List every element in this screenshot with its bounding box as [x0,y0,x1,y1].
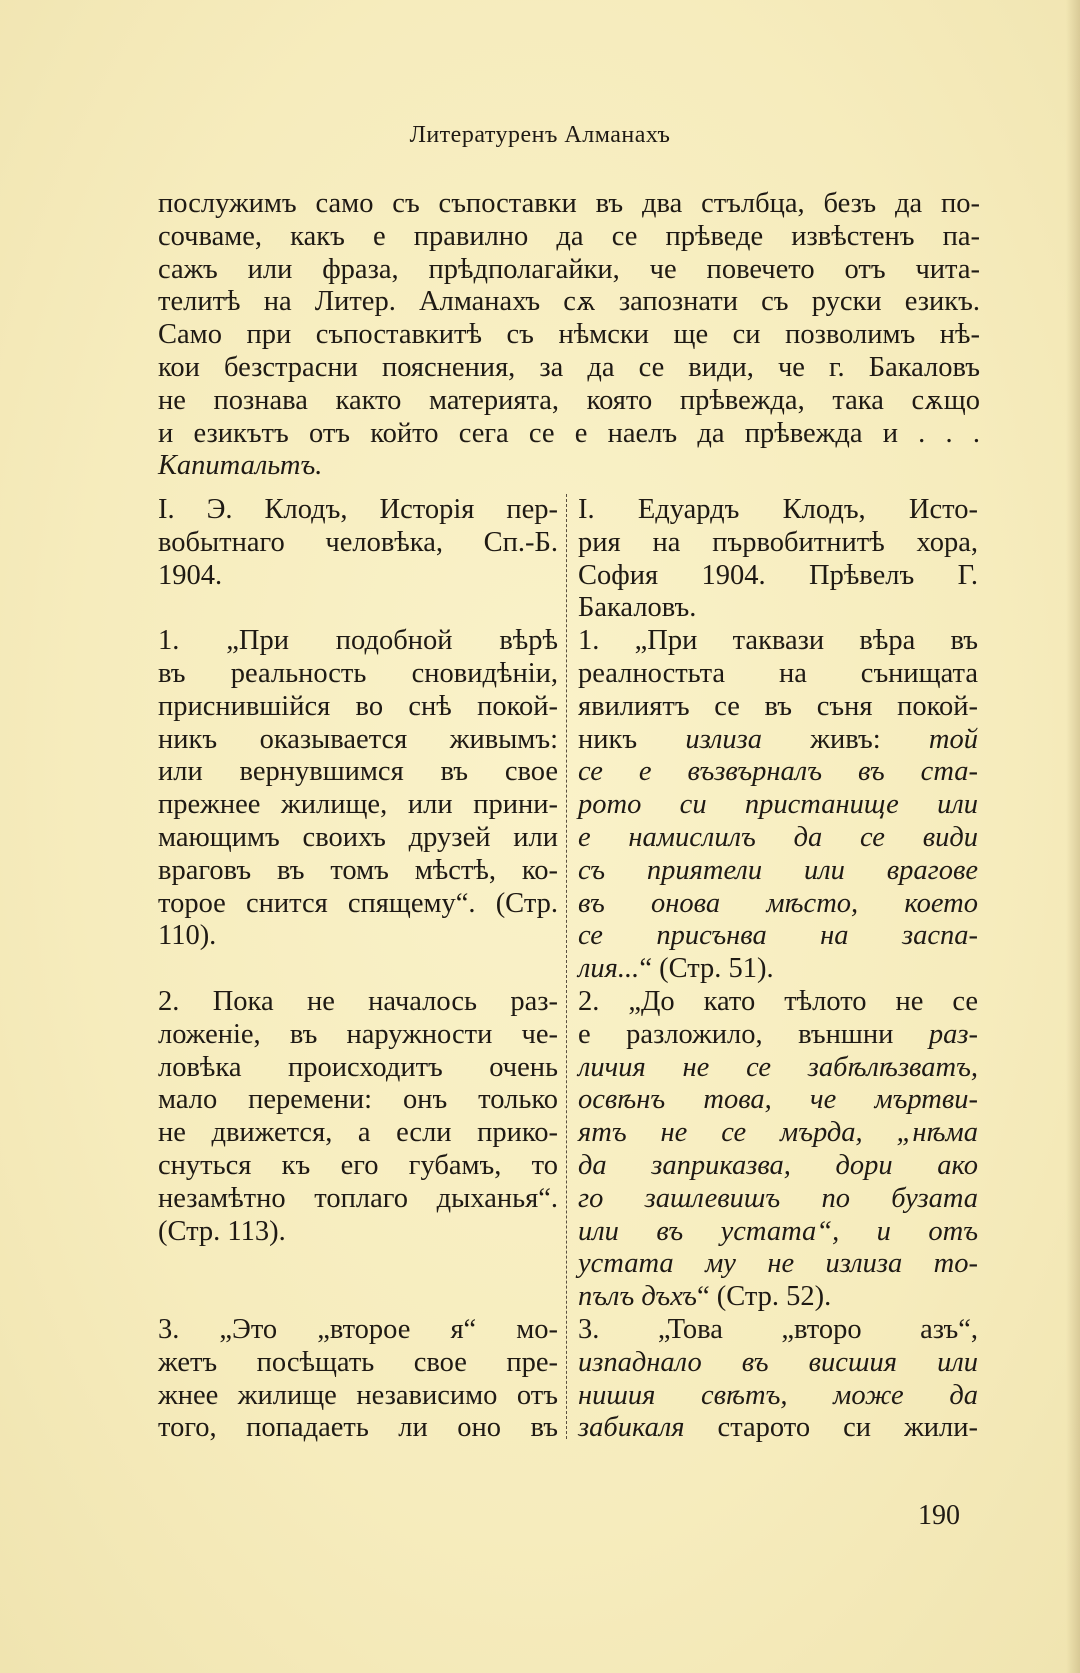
translation-2-line-italic: освѣнъ това, че мъртви- [578,1084,978,1116]
intro-paragraph [158,188,980,483]
page-number: 190 [918,1500,960,1531]
translation-1-line-mixed [578,724,978,757]
quote-2-line: 2. Пока не началось раз- [158,985,558,1017]
source-title-line: 1904. [158,559,223,591]
source-title-line: Бакаловъ. [578,592,697,624]
translation-2-line-mixed [578,1019,978,1052]
source-title-line: I. Едуардъ Клодъ, Исто- [578,494,978,525]
translation-2-line-italic: или въ устата“, и отъ [578,1215,978,1247]
quote-1-line: въ реальность сновидѣніи, [158,657,558,689]
column-divider [566,494,567,1439]
intro-line: сочваме, какъ е правилно да се прѣведе извѣстенъ па- [158,220,980,252]
translation-2-line-italic: ятъ не се мърда, „нѣма [578,1117,978,1149]
quote-1-line: прежнее жилище, или прини- [158,789,558,821]
quote-1-line: 1. „При подобной вѣрѣ [158,625,558,657]
source-title-line: вобытнаго человѣка, Сп.-Б. [158,526,558,558]
translation-1-line-italic: е намислилъ да се види [578,821,978,853]
intro-line: Само при съпоставкитѣ съ нѣмски ще си позволимъ нѣ- [158,319,980,351]
intro-line: кои безстрасни пояснения, за да се види, че г. Бакаловъ [158,351,980,383]
spacer [158,953,558,986]
quote-1-line: торое снится спящему“. (Стр. [158,887,558,919]
translation-1-line-italic: рото си пристанище или [578,789,978,821]
italic-text: лия... [578,953,640,985]
page-edge-shadow [1066,0,1080,1673]
translation-1-line-last [578,953,978,986]
intro-line: сажъ или фраза, прѣдполагайки, че повечето отъ чита- [158,253,980,285]
quote-1-line: враговъ въ томъ мѣстѣ, ко- [158,854,558,886]
translation-2-line: 2. „До като тѣлото не се [578,985,978,1017]
translation-3-line-italic: изпаднало въ висшия или [578,1346,978,1378]
plain-text: “ (Стр. 52). [696,1281,832,1313]
italic-text: излиза [685,723,763,755]
quote-2-line: не движется, а если прико- [158,1117,558,1149]
running-header: Литературенъ Алманахъ [409,122,671,148]
italic-text: той [928,723,978,755]
intro-line: послужимъ само съ съпоставки въ два стълбца, безъ да по- [158,188,980,219]
quote-3-line: жетъ посѣщать свое пре- [158,1346,558,1378]
quote-2-line: ловѣка происходитъ очень [158,1051,558,1083]
translation-3-line-italic: нишия свѣтъ, може да [578,1379,978,1411]
italic-text: пълъ дъхъ [578,1281,697,1313]
italic-text: раз- [928,1018,978,1050]
plain-text: старото си жили- [684,1412,978,1444]
translation-2-line-italic: устата му не излиза то- [578,1248,978,1280]
source-title-line: рия на първобитнитѣ хора, [578,526,978,558]
quote-3-line: того, попадаеть ли оно въ [158,1412,558,1444]
translation-1-line: реалностьта на сънищата [578,657,978,689]
intro-line: не познава както материята, която прѣвежда, така сѫщо [158,384,980,416]
quote-2-line: снуться къ его губамъ, то [158,1149,558,1181]
quote-1-line: приснившійся во снѣ покой- [158,690,558,722]
source-title-line: I. Э. Клодъ, Исторія пер- [158,494,558,525]
quote-2-line: незамѣтно топлаго дыханья“. [158,1182,558,1214]
quote-1-line: никъ оказывается живымъ: [158,723,558,755]
translation-3-line: 3. „Това „второ азъ“, [578,1313,978,1345]
translation-2-line-last [578,1281,978,1314]
right-column-bulgarian [578,494,978,1445]
translation-1-line-italic: се е възвърналъ въ ста- [578,756,978,788]
quote-1-line: 110). [158,920,217,952]
spacer [158,1248,558,1281]
quote-2-line: ложеніе, въ наружности че- [158,1018,558,1050]
source-title-line: София 1904. Прѣвелъ Г. [578,559,978,591]
translation-2-line-italic: да заприказва, дори ако [578,1149,978,1181]
translation-1-line-italic: се присънва на заспа- [578,920,978,952]
plain-text: никъ [578,723,686,755]
quote-3-line: жнее жилище независимо отъ [158,1379,558,1411]
intro-line: и езикътъ отъ който сега се е наелъ да прѣвежда и . . . [158,417,980,449]
intro-line-capital: Капитальтъ. [158,450,323,482]
spacer [158,592,558,625]
quote-2-line: (Стр. 113). [158,1215,286,1247]
translation-1-line: 1. „При таквази вѣра въ [578,625,978,657]
translation-3-line-last [578,1412,978,1445]
translation-2-line-italic: личия не се забѣлѣзватъ, [578,1051,978,1083]
plain-text: “ (Стр. 51). [639,953,774,985]
plain-text: живъ: [762,723,929,755]
translation-1-line-italic: съ приятели или врагове [578,854,978,886]
translation-1-line-italic: въ онова мѣсто, което [578,887,978,919]
spacer [158,1281,558,1314]
translation-1-line: явилиятъ се въ съня покой- [578,690,978,722]
plain-text: е разложило, външни [578,1018,929,1050]
quote-1-line: мающимъ своихъ друзей или [158,821,558,853]
quote-2-line: мало перемени: онъ только [158,1084,558,1116]
quote-1-line: или вернувшимся въ свое [158,756,558,788]
translation-2-line-italic: го зашлевишъ по бузата [578,1182,978,1214]
italic-text: забикаля [578,1412,685,1444]
left-column-russian [158,494,558,1445]
intro-line: телитѣ на Литер. Алманахъ сѫ запознати съ руски езикъ. [158,286,980,318]
quote-3-line: 3. „Это „второе я“ мо- [158,1313,558,1345]
